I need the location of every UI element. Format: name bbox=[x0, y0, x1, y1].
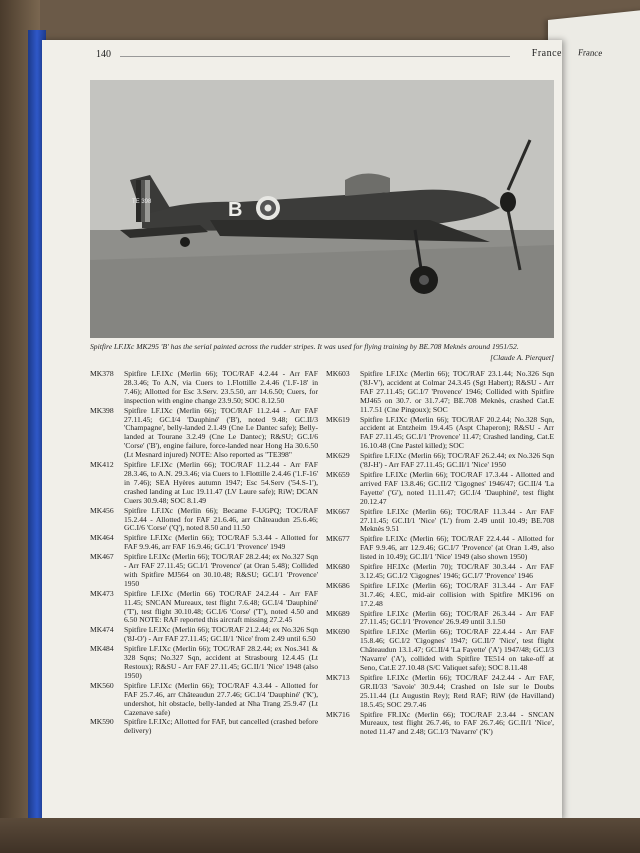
serial-history: Spitfire LF.IXc (Merlin 66); Became F-UGPQ; TOC/RAF 15.2.44 - Allotted for FAF 21.6.46, arr Châteaudun 25.6.46; GC.I/6 'Corse' ('Q'), noted 8.50 and 11.50 bbox=[124, 505, 318, 533]
serial-entry bbox=[326, 628, 554, 673]
serial-entry bbox=[326, 535, 554, 562]
serial-number: MK713 bbox=[326, 672, 350, 682]
serial-history: Spitfire LF.IXc (Merlin 66) TOC/RAF 24.2.44 - Arr FAF 11.45; SNCAN Mureaux, test flight 7.6.48; GC.I/4 'Dauphiné' ('T'), test flight 30.10.48; GC.I/6 'Corse' ('T'), noted 4.50 and 6.50 NOTE: RAF reported this aircraft missing 27.2.45 bbox=[124, 588, 318, 625]
serial-entry bbox=[90, 507, 318, 534]
serial-entry bbox=[326, 508, 554, 535]
table-surface bbox=[0, 818, 640, 853]
serial-history: Spitfire LF.IXc (Merlin 66); TOC/RAF 23.1.44; No.326 Sqn ('8J-V'), accident at Colmar 24.3.45 (Sgt Habert); R&SU - Arr FAF 27.11.45; GC.I/7 'Provence' 1946; Collided with Spitfire MJ465 on 30.7. or 31.7.47; BE.708 Meknès, crashed Cat.E 11.7.51 (Cne Pingoux); SOC bbox=[360, 369, 554, 414]
serial-number: MK467 bbox=[90, 552, 114, 562]
serial-number: MK484 bbox=[90, 644, 114, 654]
serial-entry bbox=[326, 674, 554, 710]
serial-entry bbox=[90, 626, 318, 644]
serial-history: Spitfire LF.IXc (Merlin 66); TOC/RAF 17.3.44 - Allotted and arrived FAF 13.8.46; GC.II/2 'Cigognes' 1946/47; GC.II/4 'La Fayette' ('G'), noted 11.11.47; GC.I/4 'Dauphiné', test flight 20.12.47 bbox=[360, 469, 554, 506]
serial-number: MK603 bbox=[326, 369, 350, 378]
serial-number: MK677 bbox=[326, 534, 350, 544]
spitfire-photo-drawing bbox=[90, 80, 554, 338]
serial-number: MK412 bbox=[90, 460, 114, 470]
serial-history: Spitfire LF.IXc (Merlin 66); TOC/RAF 11.2.44 - Arr FAF 27.11.45; GC.I/4 'Dauphiné' ('B'), noted 9.48; GC.II/3 'Champagne', belly-landed 2.1.49 (Cne Le Dantec safe); Belly-landed at Tourane 3.2.49 (Cne Le Dantec); R&SU; GC.I/6 'Corse' ('B'), engine failure, force-landed near Hong Ha 30.6.50 (Lt Mesnard injured) NOTE: Also reported as "TE398" bbox=[124, 405, 318, 460]
serial-entry bbox=[326, 471, 554, 507]
serial-entry bbox=[326, 370, 554, 415]
serial-history: Spitfire LF.IXc (Merlin 66); TOC/RAF 31.3.44 - Arr FAF 31.7.46; 4.EC, mid-air collision with Spitfire MK196 on 17.2.48 bbox=[360, 580, 554, 608]
serial-number: MK464 bbox=[90, 533, 114, 543]
serial-history: Spitfire LF.IXc (Merlin 66); TOC/RAF 28.2.44; ex Nos.341 & 328 Sqns; No.327 Sqn, accident at Strasbourg 12.4.45 (Lt Restoux); R&SU - Arr FAF 27.11.45; GC.II/1 'Nice' 1948 (also 1950) bbox=[124, 644, 318, 680]
serial-number: MK560 bbox=[90, 680, 114, 690]
right-column bbox=[326, 370, 554, 738]
serial-entry bbox=[90, 534, 318, 552]
serial-entry bbox=[326, 563, 554, 581]
serial-history: Spitfire LF.IXc (Merlin 66); TOC/RAF 22.4.44 - Allotted for FAF 9.9.46, arr 12.9.46; GC.I/7 'Provence' (at Oran 1.49, also listed in 10.49); GC.II/1 'Nice' 1949 (also shown 1950) bbox=[360, 534, 554, 562]
facing-page-heading: France bbox=[577, 47, 604, 59]
serial-number: MK629 bbox=[326, 451, 350, 461]
serial-history: Spitfire LF.IXc (Merlin 66); TOC/RAF 28.2.44; ex No.327 Sqn - Arr FAF 27.11.45; GC.I/1 'Provence' (at Oran 5.48); Collided with Spitfire MJ564 on 30.10.48; R&SU; GC.I/1 'Provence' 1950 bbox=[124, 552, 318, 588]
serial-number: MK619 bbox=[326, 414, 350, 424]
serial-history: Spitfire LF.IXc (Merlin 66); TOC/RAF 11.3.44 - Arr FAF 27.11.45; GC.II/1 'Nice' ('L') from 2.49 until 10.49; BE.708 Meknès 9.51 bbox=[360, 506, 554, 534]
serial-number: MK690 bbox=[326, 627, 350, 637]
serial-entry bbox=[90, 682, 318, 718]
serial-entry bbox=[326, 711, 554, 738]
serial-entry bbox=[326, 416, 554, 452]
photo-caption bbox=[90, 342, 554, 362]
serial-number: MK686 bbox=[326, 580, 350, 590]
serial-history: Spitfire LF.IXc; Allotted for FAF, but cancelled (crashed before delivery) bbox=[124, 717, 318, 736]
serial-number: MK689 bbox=[326, 608, 350, 618]
caption-text: Spitfire LF.IXc MK295 'B' has the serial painted across the rudder stripes. It was used for flying training by BE.708 Meknès around 1951/52. bbox=[90, 342, 519, 351]
serial-entry bbox=[90, 407, 318, 460]
serial-history: Spitfire LF.IXc (Merlin 66); TOC/RAF 4.2.44 - Arr FAF 28.3.46; To A.N, via Cuers to 1.Flottille 2.4.46 ('1.F-18' in 7.46); Allotted for Esc 3.Serv. 23.5.50, arr 14.6.50; Cuers, for inspection with engine change 23.9.50; SOC 8.12.50 bbox=[124, 369, 318, 405]
section-title: France bbox=[531, 48, 562, 59]
serial-number: MK716 bbox=[326, 709, 350, 719]
serial-number: MK680 bbox=[326, 562, 350, 572]
serial-number: MK667 bbox=[326, 506, 350, 516]
header-rule bbox=[120, 56, 510, 57]
serial-entry bbox=[90, 645, 318, 681]
left-column bbox=[90, 370, 318, 737]
photo-credit: [Claude A. Pierquet] bbox=[490, 353, 554, 362]
serial-history: Spitfire LF.IXc (Merlin 66); TOC/RAF 26.3.44 - Arr FAF 27.11.45; GC.I/1 'Provence' 26.9.49 until 3.1.50 bbox=[360, 608, 554, 627]
aircraft-photo bbox=[90, 80, 554, 338]
serial-entry bbox=[326, 452, 554, 470]
serial-entry bbox=[90, 461, 318, 506]
serial-number: MK474 bbox=[90, 625, 114, 635]
serial-number: MK378 bbox=[90, 369, 114, 378]
serial-number: MK659 bbox=[326, 469, 350, 479]
serial-entry bbox=[90, 718, 318, 736]
serial-history: Spitfire LF.IXc (Merlin 66); TOC/RAF 24.2.44 - Arr FAF, GR.II/33 'Savoie' 30.9.44; Crashed on Isle sur le Doubs 25.11.44 (Lt Augustin Rey); Retd RAF; RiW (de Havilland) 18.5.45; SOC 29.7.46 bbox=[360, 672, 554, 709]
serial-entry bbox=[90, 553, 318, 589]
serial-history: Spitfire LF.IXc (Merlin 66); TOC/RAF 22.4.44 - Arr FAF 15.8.46; GC.I/2 'Cigognes' 1947; GC.II/7 'Nice', test flight Châteaudun 13.1.47; GC.II/4 'La Fayette' ('A') 1947/48; GC.I/3 'Navarre' ('A'), collided with Spitfire TE514 on take-off at Seno, Cat.E 27.10.48 (S/C Valiquet safe); SOC 8.11.48 bbox=[360, 627, 554, 672]
serial-history: Spitfire LF.IXc (Merlin 66); TOC/RAF 21.2.44; ex No.326 Sqn ('8J-O') - Arr FAF 27.11.45; GC.II/1 'Nice' from 2.49 until 6.50 bbox=[124, 625, 318, 644]
serial-number: MK398 bbox=[90, 405, 114, 415]
tail-code: TE 398 bbox=[132, 199, 152, 205]
serial-history: Spitfire LF.IXc (Merlin 66); TOC/RAF 20.2.44; No.328 Sqn, accident at Entzheim 19.4.45 (Aspt Chaperon); R&SU - Arr FAF 27.11.45; GC.I/1 'Provence' 11.47; Crashed landing, Cat.E 16.10.48 (Cne Pastel killed); SOC bbox=[360, 414, 554, 451]
serial-history: Spitfire LF.IXc (Merlin 66); TOC/RAF 26.2.44; ex No.326 Sqn ('8J-H') - Arr FAF 27.11.45; GC.II/1 'Nice' 1950 bbox=[360, 451, 554, 470]
page-header bbox=[92, 48, 562, 64]
serial-number: MK456 bbox=[90, 505, 114, 515]
serial-entry bbox=[326, 582, 554, 609]
serial-entry bbox=[326, 610, 554, 628]
fuselage-code: B bbox=[228, 199, 243, 221]
serial-history: Spitfire LF.IXc (Merlin 66); TOC/RAF 11.2.44 - Arr FAF 28.3.46, to A.N. 29.3.46; via Cuers to 1.Flottille 2.4.46 ('1.F-16' in 7.46); SEA Hyères autumn 1947; Esc 54.Serv ('54.S-1'), crashed landing at Luc 19.11.47 (LV Laure safe); RiW; DCAN Cuers 30.9.48; SOC 8.1.49 bbox=[124, 460, 318, 505]
book-page bbox=[42, 40, 562, 820]
serial-history: Spitfire HF.IXc (Merlin 70); TOC/RAF 30.3.44 - Arr FAF 3.12.45; GC.I/2 'Cigognes' 1946; GC.I/7 'Provence' 1946 bbox=[360, 562, 554, 580]
serial-entry bbox=[90, 370, 318, 406]
serial-number: MK473 bbox=[90, 588, 114, 598]
serial-number: MK590 bbox=[90, 717, 114, 727]
serial-history: Spitfire LF.IXc (Merlin 66); TOC/RAF 5.3.44 - Allotted for FAF 9.9.46, arr FAF 16.9.46; GC.I/1 'Provence' 1949 bbox=[124, 533, 318, 552]
page-number: 140 bbox=[96, 49, 111, 60]
serial-history: Spitfire FR.IXc (Merlin 66); TOC/RAF 2.3.44 - SNCAN Mureaux, test flight 26.7.46, to FAF 26.7.46; GC.II/1 'Nice', noted 11.47 and 2.48; GC.I/3 'Navarre' ('K') bbox=[360, 709, 554, 737]
serial-history: Spitfire LF.IXc (Merlin 66); TOC/RAF 4.3.44 - Allotted for FAF 25.7.46, arr Châteaudun 27.7.46; GC.I/4 'Dauphiné' ('K'), undershot, hit obstacle, belly-landed at Nha Trang 25.9.47 (Lt Cazenave safe) bbox=[124, 680, 318, 717]
serial-entry bbox=[90, 590, 318, 626]
